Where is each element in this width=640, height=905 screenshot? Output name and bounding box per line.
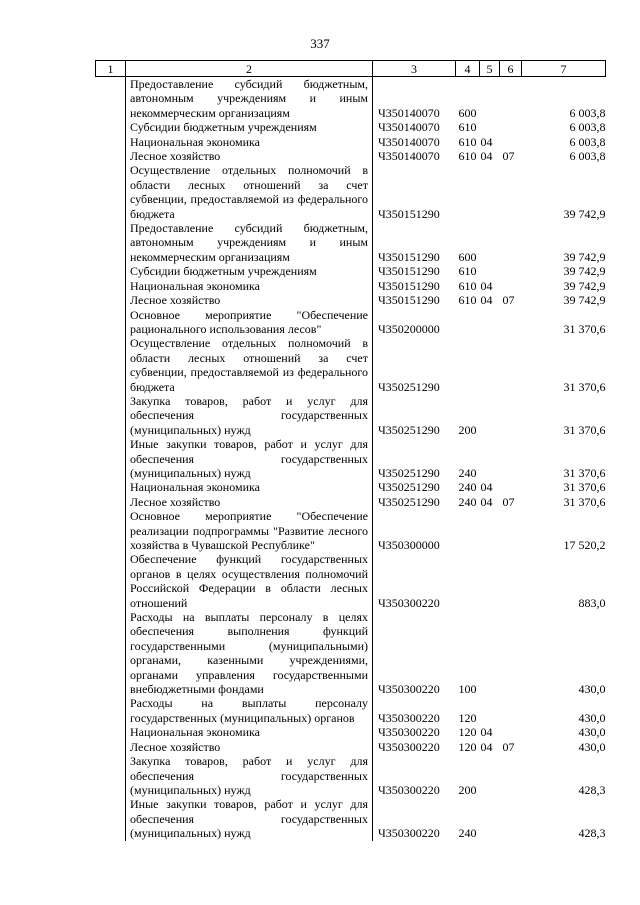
table-row bbox=[96, 480, 606, 494]
table-row bbox=[96, 754, 606, 797]
row-number-cell bbox=[96, 696, 126, 725]
row-rz-cell bbox=[480, 754, 500, 797]
row-rz-cell: 04 bbox=[480, 278, 493, 293]
row-rz-cell bbox=[480, 163, 500, 221]
table-row bbox=[96, 149, 606, 163]
header-col-4: 4 bbox=[456, 61, 480, 77]
row-vr-cell: 120 bbox=[458, 710, 477, 725]
header-col-1: 1 bbox=[96, 61, 126, 77]
row-vr-cell: 610 bbox=[458, 278, 477, 293]
row-code-cell: Ч350251290 bbox=[378, 379, 440, 394]
row-name-cell: Иные закупки товаров, работ и услуг для обеспечения государственных (муниципальных) нужд bbox=[126, 437, 373, 480]
row-rz-cell bbox=[480, 120, 500, 134]
row-vr-cell: 120 bbox=[458, 725, 477, 740]
row-vr-cell: 610 bbox=[458, 149, 477, 164]
row-rz-cell: 04 bbox=[480, 494, 493, 509]
row-sum-cell: 6 003,8 bbox=[569, 120, 606, 135]
row-code-cell: Ч350140070 bbox=[378, 120, 440, 135]
row-sum-cell: 17 520,2 bbox=[563, 538, 606, 552]
row-name-cell: Предоставление субсидий бюджетным, автономным учреждениям и иным некоммерческим организациям bbox=[126, 77, 373, 121]
row-pr-cell bbox=[500, 279, 522, 293]
header-row bbox=[96, 61, 606, 77]
row-vr-cell: 610 bbox=[458, 134, 477, 149]
row-rz-cell: 04 bbox=[480, 739, 493, 754]
row-name-cell: Национальная экономика bbox=[126, 135, 373, 149]
row-pr-cell bbox=[500, 264, 522, 278]
row-sum-cell: 6 003,8 bbox=[569, 149, 606, 164]
table-row bbox=[96, 163, 606, 221]
table-row bbox=[96, 221, 606, 264]
row-pr-cell bbox=[500, 163, 522, 221]
row-name-cell: Лесное хозяйство bbox=[126, 495, 373, 509]
row-name-cell: Основное мероприятие "Обеспечение реализации подпрограммы "Развитие лесного хозяйства в Чувашской Республике" bbox=[126, 509, 373, 552]
row-rz-cell bbox=[480, 610, 500, 696]
row-rz-cell bbox=[480, 696, 500, 725]
row-number-cell bbox=[96, 480, 126, 494]
row-vr-cell: 610 bbox=[458, 293, 477, 308]
table-row bbox=[96, 797, 606, 840]
row-name-cell: Осуществление отдельных полномочий в области лесных отношений за счет субвенции, предоставляемой из федерального бюджета bbox=[126, 163, 373, 221]
row-sum-cell: 430,0 bbox=[578, 710, 606, 725]
row-vr-cell bbox=[456, 509, 480, 552]
row-pr-cell: 07 bbox=[502, 293, 515, 308]
row-pr-cell bbox=[500, 394, 522, 437]
row-name-cell: Закупка товаров, работ и услуг для обеспечения государственных (муниципальных) нужд bbox=[126, 394, 373, 437]
row-code-cell: Ч350140070 bbox=[378, 149, 440, 164]
row-number-cell bbox=[96, 120, 126, 134]
header-col-2: 2 bbox=[126, 61, 373, 77]
row-name-cell: Национальная экономика bbox=[126, 480, 373, 494]
row-vr-cell bbox=[456, 163, 480, 221]
row-sum-cell: 39 742,9 bbox=[563, 249, 606, 264]
header-col-5: 5 bbox=[480, 61, 500, 77]
row-number-cell bbox=[96, 495, 126, 509]
row-vr-cell: 200 bbox=[458, 782, 477, 797]
row-number-cell bbox=[96, 394, 126, 437]
row-rz-cell: 04 bbox=[480, 134, 493, 149]
row-rz-cell: 04 bbox=[480, 480, 493, 495]
row-rz-cell bbox=[480, 394, 500, 437]
row-vr-cell: 600 bbox=[458, 249, 477, 264]
header-col-6: 6 bbox=[500, 61, 522, 77]
table-row bbox=[96, 552, 606, 610]
row-code-cell: Ч350300220 bbox=[378, 739, 440, 754]
row-sum-cell: 39 742,9 bbox=[563, 206, 606, 221]
row-number-cell bbox=[96, 725, 126, 739]
table-body bbox=[96, 77, 606, 841]
row-pr-cell bbox=[500, 437, 522, 480]
row-name-cell: Основное мероприятие "Обеспечение рационального использования лесов" bbox=[126, 308, 373, 337]
row-rz-cell bbox=[480, 336, 500, 394]
row-code-cell: Ч350300220 bbox=[378, 710, 440, 725]
row-sum-cell: 6 003,8 bbox=[569, 105, 606, 120]
row-name-cell: Национальная экономика bbox=[126, 725, 373, 739]
table-row bbox=[96, 610, 606, 696]
row-sum-cell: 31 370,6 bbox=[563, 480, 606, 495]
row-vr-cell bbox=[456, 308, 480, 337]
row-code-cell: Ч350151290 bbox=[378, 278, 440, 293]
row-name-cell: Обеспечение функций государственных органов в целях осуществления полномочий Российской Федерации в области лесных отношений bbox=[126, 552, 373, 610]
row-code-cell: Ч350251290 bbox=[378, 480, 440, 495]
row-vr-cell: 200 bbox=[458, 422, 477, 437]
row-name-cell: Предоставление субсидий бюджетным, автономным учреждениям и иным некоммерческим организациям bbox=[126, 221, 373, 264]
table-row bbox=[96, 293, 606, 307]
row-pr-cell bbox=[500, 221, 522, 264]
row-code-cell: Ч350251290 bbox=[378, 494, 440, 509]
row-sum-cell: 6 003,8 bbox=[569, 134, 606, 149]
row-pr-cell bbox=[500, 797, 522, 840]
row-name-cell: Национальная экономика bbox=[126, 279, 373, 293]
row-pr-cell bbox=[500, 77, 522, 121]
row-pr-cell bbox=[500, 120, 522, 134]
table-row bbox=[96, 509, 606, 552]
row-code-cell: Ч350300220 bbox=[378, 725, 440, 740]
row-vr-cell bbox=[456, 336, 480, 394]
table-row bbox=[96, 394, 606, 437]
row-rz-cell bbox=[480, 437, 500, 480]
row-pr-cell bbox=[500, 336, 522, 394]
row-sum-cell: 430,0 bbox=[578, 725, 606, 740]
row-vr-cell: 600 bbox=[458, 105, 477, 120]
row-pr-cell bbox=[500, 480, 522, 494]
row-sum-cell: 39 742,9 bbox=[563, 264, 606, 279]
row-name-cell: Иные закупки товаров, работ и услуг для обеспечения государственных (муниципальных) нужд bbox=[126, 797, 373, 840]
row-code-cell: Ч350151290 bbox=[378, 249, 440, 264]
row-vr-cell: 610 bbox=[458, 120, 477, 135]
row-sum-cell: 39 742,9 bbox=[563, 293, 606, 308]
row-code-cell: Ч350140070 bbox=[378, 134, 440, 149]
row-sum-cell: 31 370,6 bbox=[563, 465, 606, 480]
table-row bbox=[96, 336, 606, 394]
row-code-cell: Ч350251290 bbox=[378, 465, 440, 480]
row-number-cell bbox=[96, 308, 126, 337]
row-sum-cell: 430,0 bbox=[578, 739, 606, 754]
row-rz-cell bbox=[480, 264, 500, 278]
table-row bbox=[96, 77, 606, 121]
row-vr-cell: 610 bbox=[458, 264, 477, 279]
table-row bbox=[96, 437, 606, 480]
row-pr-cell bbox=[500, 552, 522, 610]
row-number-cell bbox=[96, 293, 126, 307]
row-number-cell bbox=[96, 437, 126, 480]
row-name-cell: Лесное хозяйство bbox=[126, 149, 373, 163]
table-row bbox=[96, 725, 606, 739]
table-row bbox=[96, 495, 606, 509]
table-row bbox=[96, 279, 606, 293]
row-rz-cell: 04 bbox=[480, 293, 493, 308]
row-sum-cell: 31 370,6 bbox=[563, 494, 606, 509]
row-rz-cell bbox=[480, 797, 500, 840]
row-number-cell bbox=[96, 264, 126, 278]
row-pr-cell bbox=[500, 725, 522, 739]
header-col-7: 7 bbox=[522, 61, 606, 77]
row-code-cell: Ч350151290 bbox=[378, 206, 440, 221]
row-sum-cell: 39 742,9 bbox=[563, 278, 606, 293]
row-rz-cell: 04 bbox=[480, 149, 493, 164]
row-number-cell bbox=[96, 77, 126, 121]
row-code-cell: Ч350251290 bbox=[378, 422, 440, 437]
row-vr-cell: 120 bbox=[458, 739, 477, 754]
row-code-cell: Ч350151290 bbox=[378, 264, 440, 279]
row-rz-cell bbox=[480, 552, 500, 610]
row-name-cell: Расходы на выплаты персоналу в целях обеспечения выполнения функций государственными (муниципальными) органами, казенными учреждениями, органами управления государственными внебюджетными фондами bbox=[126, 610, 373, 696]
row-sum-cell: 430,0 bbox=[578, 682, 606, 697]
row-number-cell bbox=[96, 149, 126, 163]
row-name-cell: Расходы на выплаты персоналу государственных (муниципальных) органов bbox=[126, 696, 373, 725]
row-rz-cell: 04 bbox=[480, 725, 493, 740]
row-pr-cell bbox=[500, 610, 522, 696]
row-number-cell bbox=[96, 279, 126, 293]
row-vr-cell: 240 bbox=[458, 480, 477, 495]
row-vr-cell: 240 bbox=[458, 494, 477, 509]
row-vr-cell: 100 bbox=[458, 682, 477, 697]
row-pr-cell: 07 bbox=[502, 739, 515, 754]
table-row bbox=[96, 696, 606, 725]
row-sum-cell: 31 370,6 bbox=[563, 379, 606, 394]
row-vr-cell bbox=[456, 552, 480, 610]
page-number: 337 bbox=[310, 36, 330, 51]
row-rz-cell bbox=[480, 509, 500, 552]
row-number-cell bbox=[96, 509, 126, 552]
row-number-cell bbox=[96, 135, 126, 149]
row-code-cell: Ч350140070 bbox=[378, 105, 440, 120]
row-name-cell: Лесное хозяйство bbox=[126, 293, 373, 307]
row-sum-cell: 428,3 bbox=[578, 826, 606, 841]
row-number-cell bbox=[96, 610, 126, 696]
row-code-cell: Ч350300220 bbox=[378, 782, 440, 797]
table-row bbox=[96, 264, 606, 278]
row-sum-cell: 31 370,6 bbox=[563, 321, 606, 336]
row-rz-cell bbox=[480, 221, 500, 264]
row-name-cell: Лесное хозяйство bbox=[126, 740, 373, 754]
row-pr-cell bbox=[500, 509, 522, 552]
row-pr-cell: 07 bbox=[502, 494, 515, 509]
row-code-cell: Ч350300220 bbox=[378, 595, 440, 610]
row-code-cell: Ч350300220 bbox=[378, 826, 440, 841]
row-number-cell bbox=[96, 754, 126, 797]
table-row bbox=[96, 740, 606, 754]
row-sum-cell: 428,3 bbox=[578, 782, 606, 797]
row-number-cell bbox=[96, 221, 126, 264]
row-code-cell: Ч350300220 bbox=[378, 682, 440, 697]
row-sum-cell: 883,0 bbox=[578, 595, 606, 610]
table-row bbox=[96, 308, 606, 337]
header-col-3: 3 bbox=[373, 61, 456, 77]
row-rz-cell bbox=[480, 308, 500, 337]
row-name-cell: Осуществление отдельных полномочий в области лесных отношений за счет субвенции, предоставляемой из федерального бюджета bbox=[126, 336, 373, 394]
row-code-cell: Ч350151290 bbox=[378, 293, 440, 308]
row-pr-cell bbox=[500, 135, 522, 149]
budget-table bbox=[95, 60, 606, 841]
row-pr-cell: 07 bbox=[502, 149, 515, 164]
row-pr-cell bbox=[500, 308, 522, 337]
row-number-cell bbox=[96, 163, 126, 221]
row-code-cell: Ч350200000 bbox=[378, 321, 440, 336]
row-number-cell bbox=[96, 336, 126, 394]
row-name-cell: Субсидии бюджетным учреждениям bbox=[126, 264, 373, 278]
row-name-cell: Закупка товаров, работ и услуг для обеспечения государственных (муниципальных) нужд bbox=[126, 754, 373, 797]
row-number-cell bbox=[96, 740, 126, 754]
row-vr-cell: 240 bbox=[458, 465, 477, 480]
table-row bbox=[96, 135, 606, 149]
row-name-cell: Субсидии бюджетным учреждениям bbox=[126, 120, 373, 134]
row-pr-cell bbox=[500, 696, 522, 725]
row-sum-cell: 31 370,6 bbox=[563, 422, 606, 437]
row-number-cell bbox=[96, 552, 126, 610]
row-rz-cell bbox=[480, 77, 500, 121]
row-code-cell: Ч350300000 bbox=[378, 538, 440, 552]
row-pr-cell bbox=[500, 754, 522, 797]
row-vr-cell: 240 bbox=[458, 826, 477, 841]
table-row bbox=[96, 120, 606, 134]
row-number-cell bbox=[96, 797, 126, 840]
